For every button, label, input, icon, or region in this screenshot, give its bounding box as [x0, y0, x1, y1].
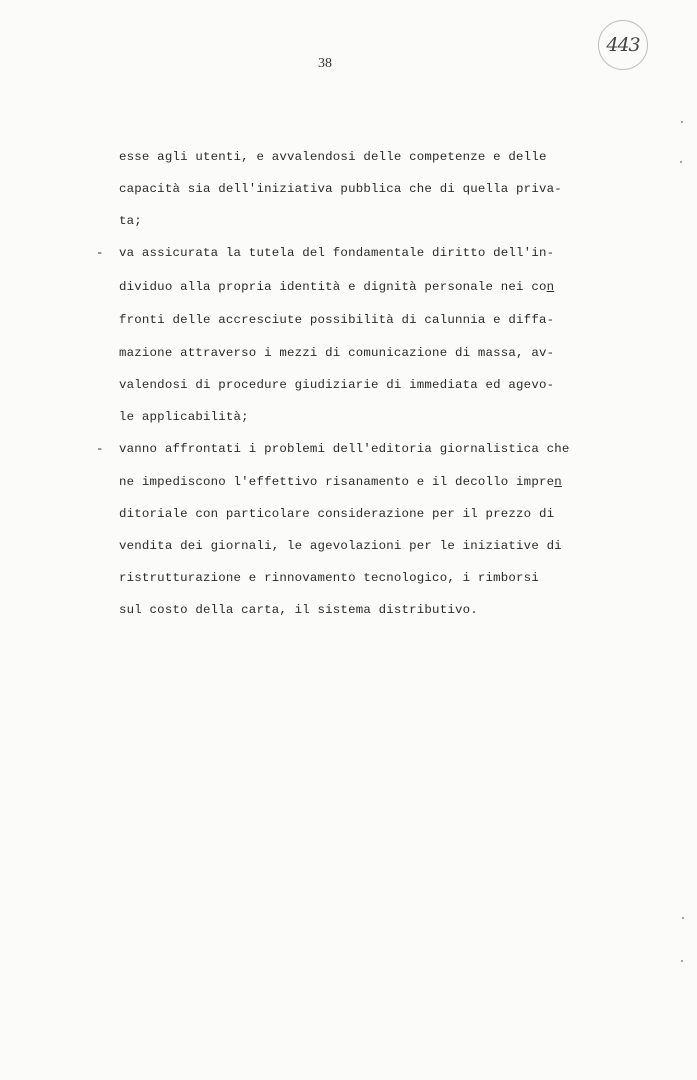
- list-item-line: [119, 475, 562, 489]
- page-number: 38: [318, 56, 332, 71]
- list-bullet: -: [96, 442, 104, 456]
- scan-speck: [681, 960, 683, 962]
- scan-speck: [682, 917, 684, 919]
- list-item-line: vendita dei giornali, le agevolazioni per le iniziative di: [119, 539, 562, 553]
- list-item-line: valendosi di procedure giudiziarie di immediata ed agevo-: [119, 378, 555, 392]
- list-item-line: va assicurata la tutela del fondamentale diritto dell'in-: [119, 246, 555, 260]
- paragraph-line: esse agli utenti, e avvalendosi delle competenze e delle: [119, 150, 547, 164]
- list-item-line: le applicabilità;: [119, 410, 249, 424]
- list-item-line: mazione attraverso i mezzi di comunicazione di massa, av-: [119, 346, 555, 360]
- list-item-line: ditoriale con particolare considerazione per il prezzo di: [119, 507, 555, 521]
- list-item-line: sul costo della carta, il sistema distributivo.: [119, 603, 478, 617]
- stamp-number: 443: [606, 34, 640, 56]
- list-item-text: ne impediscono l'effettivo risanamento e il decollo impre: [119, 475, 555, 489]
- list-item-line: fronti delle accresciute possibilità di calunnia e diffa-: [119, 313, 555, 327]
- paragraph-line: capacità sia dell'iniziativa pubblica che di quella priva-: [119, 182, 562, 196]
- scan-speck: [680, 161, 682, 163]
- scan-speck: [681, 121, 683, 123]
- list-item-line: ristrutturazione e rinnovamento tecnologico, i rimborsi: [119, 571, 539, 585]
- paragraph-line: ta;: [119, 214, 142, 228]
- list-item-line: vanno affrontati i problemi dell'editoria giornalistica che: [119, 442, 570, 456]
- underlined-syllable: n: [554, 475, 562, 489]
- list-bullet: -: [96, 246, 104, 260]
- underlined-syllable: n: [546, 280, 555, 294]
- archive-stamp: [598, 20, 648, 70]
- list-item-line: [119, 280, 554, 294]
- list-item-text: dividuo alla propria identità e dignità personale nei co: [119, 280, 547, 294]
